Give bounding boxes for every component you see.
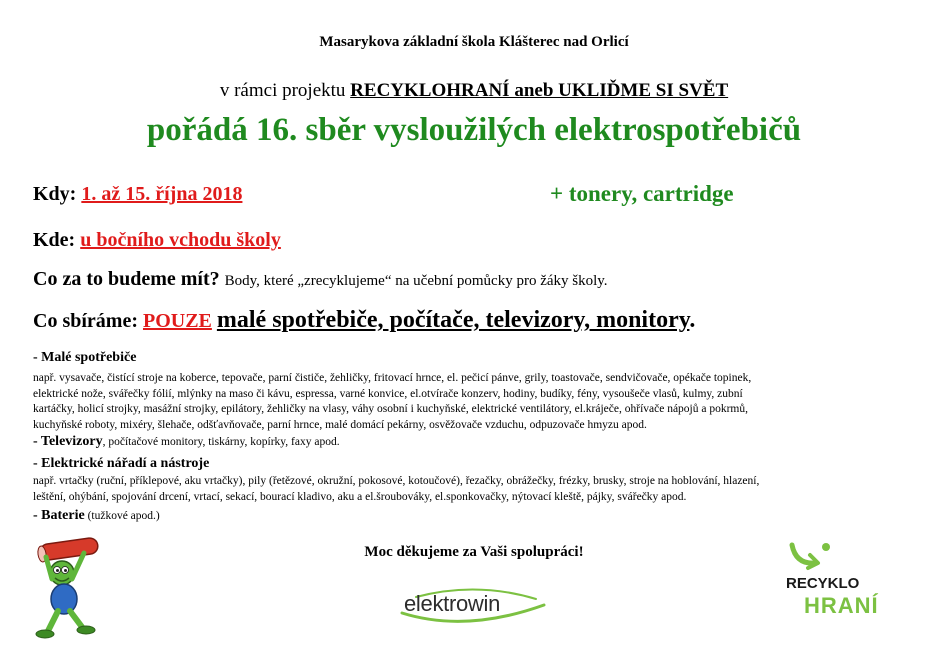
project-name: RECYKLOHRANÍ aneb UKLIĎME SI SVĚT	[350, 80, 729, 101]
category-tools-list	[33, 474, 913, 505]
when-value: 1. až 15. října 2018	[81, 183, 243, 205]
list-line: např. vysavače, čistící stroje na koberce, tepovače, parní čističe, žehličky, fritovací hrnce, el. pečicí pánve, grily, toastovače, sendvičovače, opékače topinek,	[33, 372, 752, 384]
reward-line	[33, 268, 608, 291]
collect-items: malé spotřebiče, počítače, televizory, monitory	[216, 307, 690, 333]
project-prefix: v rámci projektu	[219, 80, 351, 101]
project-line	[0, 80, 948, 102]
list-line: kartáčky, holicí strojky, masážní strojky, epilátory, žehličky na vlasy, váhy osobní i kuchyňské, elektrické ventilátory, el.kráječe, ohřívače nápojů a pokrmů,	[33, 403, 749, 415]
reward-text: Body, které „zrecyklujeme“ na učební pomůcky pro žáky školy.	[224, 273, 608, 289]
list-line: elektrické nože, svářečky fólií, mlýnky na maso či kávu, espressa, varné konvice, el.otvírače konzerv, hodiny, budíky, fény, vysoušeče vlasů, kulmy, zubní	[33, 387, 743, 400]
thanks-text: Moc děkujeme za Vaši spolupráci!	[364, 544, 584, 560]
hrani-text: HRANÍ	[804, 593, 879, 618]
recyklohrani-logo	[778, 535, 900, 635]
recyklo-text: RECYKLO	[786, 575, 860, 592]
category-tv	[33, 434, 340, 450]
reward-label: Co za to budeme mít?	[33, 268, 220, 290]
category-batteries-title: - Baterie	[33, 508, 85, 523]
list-line: např. vrtačky (ruční, příklepové, aku vrtačky), pily (řetězové, okružní, pokosové, kotoučové), řezačky, obrážečky, frézky, brusky, stroje na hoblování, hlazení,	[33, 475, 760, 487]
where-value: u bočního vchodu školy	[80, 229, 281, 251]
when-line	[33, 183, 242, 206]
where-label: Kde:	[33, 229, 76, 251]
extra-items: + tonery, cartridge	[550, 181, 734, 206]
category-batteries-desc: (tužkové apod.)	[84, 510, 160, 522]
category-tv-title: - Televizory	[33, 434, 103, 449]
where-line	[33, 229, 281, 252]
category-tv-desc: , počítačové monitory, tiskárny, kopírky, faxy apod.	[102, 436, 340, 448]
list-line: kuchyňské roboty, mixéry, šlehače, odšťavňovače, parní hrnce, malé domácí pekárny, osvěžovače vzduchu, odpuzovače hmyzu apod.	[33, 418, 647, 431]
list-line: leštění, ohýbání, spojování drcení, vrtací, sekací, bourací kladivo, aku a el.šroubováky, el.sponkovačky, nýtovací kleště, pájky, svářečky apod.	[33, 490, 687, 503]
school-name: Masarykova základní škola Klášterec nad Orlicí	[319, 34, 629, 50]
category-tools-title: - Elektrické nářadí a nástroje	[33, 456, 210, 471]
collect-label: Co sbíráme:	[33, 310, 138, 332]
category-batteries	[33, 508, 160, 524]
elektrowin-logo-text: elektrowin	[404, 591, 501, 616]
elektrowin-logo	[396, 585, 551, 629]
category-small-list	[33, 371, 913, 433]
collect-line	[33, 307, 695, 334]
mascot-image	[32, 535, 104, 645]
when-label: Kdy:	[33, 183, 77, 205]
collect-only: POUZE	[142, 310, 212, 332]
headline: pořádá 16. sběr vysloužilých elektrospotřebičů	[146, 112, 802, 148]
category-small-title: - Malé spotřebiče	[33, 350, 137, 365]
collect-end: .	[689, 307, 696, 333]
